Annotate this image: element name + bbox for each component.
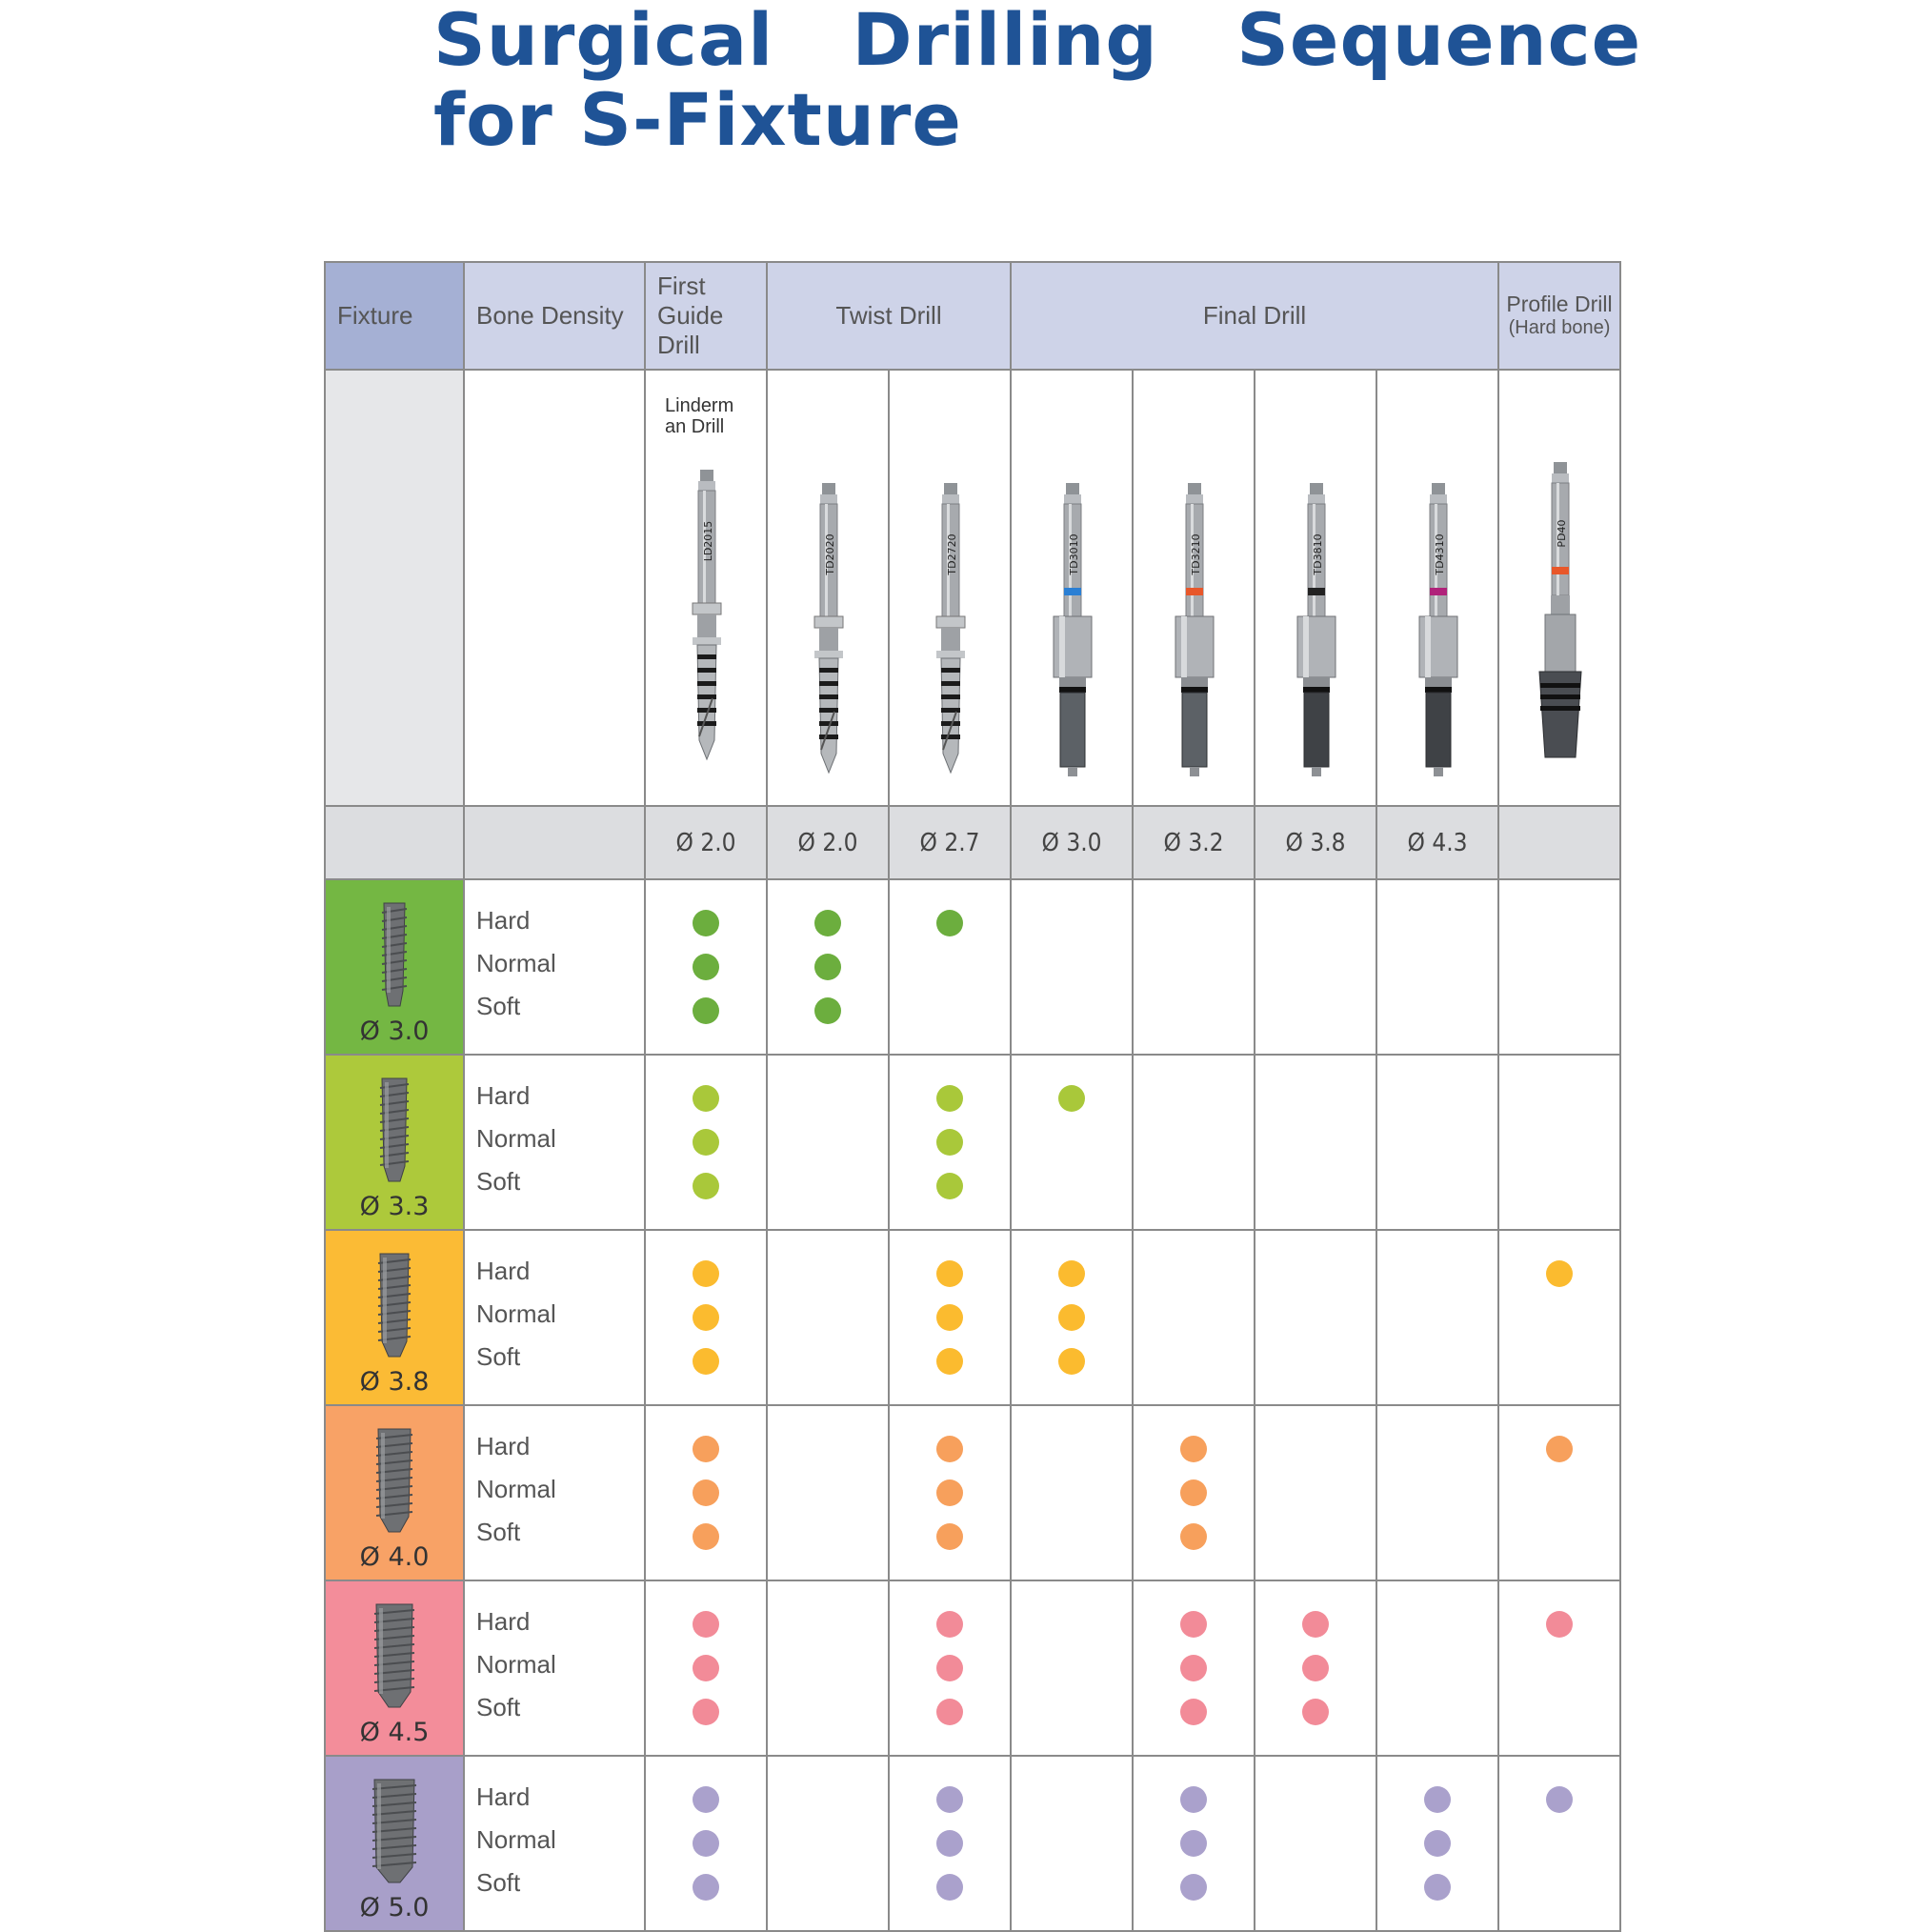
diameter-row-blank [325,806,464,879]
drill-required-dot [693,1304,719,1331]
drill-required-dot [1424,1830,1451,1857]
bone-density-label: Normal [476,1475,556,1503]
bone-density-label: Hard [476,1432,531,1460]
fixture-row [325,1230,1620,1405]
drill-step-cell [889,1230,1011,1405]
drill-step-cell [1133,879,1255,1055]
drill-required-dot [693,1129,719,1156]
drill-step-cell [1255,1405,1376,1580]
drill-required-dot [1546,1436,1573,1462]
title-line-1: Surgical Drilling Sequence [433,0,1642,82]
svg-text:TD3210: TD3210 [1190,533,1202,575]
drill-required-dot [693,910,719,936]
drill-required-dot [693,997,719,1024]
header-profile-sub: (Hard bone) [1508,316,1611,338]
drill-required-dot [693,1611,719,1638]
bone-density-label: Normal [476,1825,556,1854]
fixture-diameter-label: Ø 5.0 [359,1893,430,1922]
svg-text:TD2020: TD2020 [824,533,836,575]
fixture-diameter-label: Ø 3.3 [359,1192,430,1221]
drill-step-cell [1376,1756,1498,1931]
drill-required-dot [936,1479,963,1506]
drill-step-cell [1376,879,1498,1055]
drill-required-dot [1180,1479,1207,1506]
svg-text:PD40: PD40 [1556,519,1568,548]
drill-required-dot [1058,1085,1085,1112]
drill-step-cell [1376,1405,1498,1580]
implant-fixture-icon [366,1425,423,1540]
drill-step-cell [645,1230,767,1405]
drill-required-dot [1180,1830,1207,1857]
drill-required-dot [936,1436,963,1462]
fixture-diameter-label: Ø 3.8 [359,1367,430,1397]
drill-required-dot [1180,1523,1207,1550]
drill-step-cell [1133,1230,1255,1405]
drill-diameter-row [325,806,1620,879]
bone-density-cell [464,1580,645,1756]
drill-required-dot [936,1611,963,1638]
drill-step-cell [1011,1405,1133,1580]
drill-illustration-icon [1499,371,1621,805]
drill-image-cell [1133,370,1255,806]
header-fixture: Fixture [325,262,464,370]
drill-required-dot [936,1304,963,1331]
drill-step-cell [1255,1756,1376,1931]
drill-required-dot [693,954,719,980]
drill-step-cell [1255,879,1376,1055]
bone-density-label: Hard [476,1782,531,1811]
drill-step-cell [1376,1580,1498,1756]
fixture-row [325,1405,1620,1580]
svg-text:TD3010: TD3010 [1068,533,1080,575]
drill-required-dot [936,1786,963,1813]
implant-fixture-icon [366,1250,423,1364]
diameter-row-blank-density [464,806,645,879]
bone-density-label: Normal [476,949,556,977]
drill-diameter-cell [1498,806,1620,879]
drill-required-dot [693,1523,719,1550]
fixture-cell [325,1580,464,1756]
drill-diameter-cell: Ø 3.0 [1011,806,1133,879]
fixture-diameter-label: Ø 3.0 [359,1016,430,1046]
drill-step-cell [1011,1230,1133,1405]
drill-step-cell [1011,1756,1133,1931]
drill-step-cell [1255,1055,1376,1230]
bone-density-label: Soft [476,1868,521,1897]
bone-density-label: Hard [476,1607,531,1636]
drill-required-dot [1424,1874,1451,1901]
drill-required-dot [693,1874,719,1901]
header-twist-drill: Twist Drill [767,262,1011,370]
drill-required-dot [1058,1260,1085,1287]
drill-step-cell [1133,1580,1255,1756]
bone-density-label: Normal [476,1124,556,1153]
drill-required-dot [936,1173,963,1199]
fixture-cell [325,1055,464,1230]
drill-step-cell [767,1405,889,1580]
drill-required-dot [936,1129,963,1156]
drill-required-dot [1546,1786,1573,1813]
drill-required-dot [693,1699,719,1725]
drill-image-cell [1011,370,1133,806]
drill-step-cell [1498,1055,1620,1230]
drill-step-cell [1011,879,1133,1055]
drill-diameter-cell: Ø 3.8 [1255,806,1376,879]
drill-step-cell [1376,1055,1498,1230]
header-bone-density: Bone Density [464,262,645,370]
drill-image-cell [1376,370,1498,806]
drill-step-cell [767,1580,889,1756]
drill-required-dot [1302,1655,1329,1681]
implant-fixture-icon [366,1600,423,1715]
svg-text:LD2015: LD2015 [702,520,714,562]
fixture-diameter-label: Ø 4.5 [359,1718,430,1747]
bone-density-label: Normal [476,1299,556,1328]
drill-required-dot [693,1173,719,1199]
drill-step-cell [645,1580,767,1756]
fixture-row [325,1756,1620,1931]
drill-image-cell [645,370,767,806]
drill-required-dot [693,1786,719,1813]
header-row [325,262,1620,370]
fixture-row [325,879,1620,1055]
drill-required-dot [1302,1611,1329,1638]
lindermann-drill-note: Linderm an Drill [665,395,734,437]
bone-density-cell [464,879,645,1055]
bone-density-label: Hard [476,906,531,935]
drill-step-cell [1498,1405,1620,1580]
bone-density-cell [464,1230,645,1405]
bone-density-cell [464,1405,645,1580]
drill-step-cell [767,1756,889,1931]
drill-required-dot [1424,1786,1451,1813]
drill-illustration-icon [646,371,768,805]
drill-step-cell [1133,1756,1255,1931]
drill-diameter-cell: Ø 2.7 [889,806,1011,879]
implant-fixture-icon [366,1776,423,1890]
drill-image-row [325,370,1620,806]
drill-illustration-icon [890,371,1012,805]
drill-diameter-cell: Ø 4.3 [1376,806,1498,879]
drill-step-cell [1255,1230,1376,1405]
drill-required-dot [1546,1611,1573,1638]
drill-illustration-icon [1377,371,1499,805]
implant-fixture-icon [366,1075,423,1189]
drill-step-cell [1498,1580,1620,1756]
drill-required-dot [693,1348,719,1375]
fixture-cell [325,1756,464,1931]
fixture-cell [325,1405,464,1580]
drill-step-cell [889,1405,1011,1580]
drill-diameter-cell: Ø 2.0 [645,806,767,879]
drill-step-cell [1498,1230,1620,1405]
drill-required-dot [936,1260,963,1287]
drill-image-cell [767,370,889,806]
svg-text:TD3810: TD3810 [1312,533,1324,575]
bone-density-label: Soft [476,1518,521,1546]
drill-required-dot [693,1436,719,1462]
drill-step-cell [889,1756,1011,1931]
bone-density-label: Soft [476,1693,521,1721]
drill-required-dot [1058,1304,1085,1331]
bone-density-cell [464,1055,645,1230]
drill-illustration-icon [1255,371,1377,805]
drill-required-dot [936,910,963,936]
drill-required-dot [693,1655,719,1681]
drill-required-dot [693,1085,719,1112]
bone-density-label: Soft [476,1167,521,1196]
bone-density-label: Normal [476,1650,556,1679]
drill-step-cell [1011,1580,1133,1756]
drill-illustration-icon [1012,371,1134,805]
drill-step-cell [889,1055,1011,1230]
drill-required-dot [936,1523,963,1550]
drill-step-cell [889,879,1011,1055]
drill-required-dot [1180,1699,1207,1725]
drill-step-cell [889,1580,1011,1756]
drill-required-dot [693,1260,719,1287]
drill-required-dot [936,1830,963,1857]
drill-required-dot [1180,1436,1207,1462]
bone-density-cell [464,1756,645,1931]
header-final-drill: Final Drill [1011,262,1498,370]
drill-required-dot [693,1830,719,1857]
drill-diameter-cell: Ø 3.2 [1133,806,1255,879]
drilling-sequence-table [324,261,1621,1932]
drill-step-cell [645,879,767,1055]
drill-required-dot [1180,1786,1207,1813]
drill-required-dot [693,1479,719,1506]
drill-step-cell [767,1055,889,1230]
drill-required-dot [1180,1655,1207,1681]
drill-required-dot [814,954,841,980]
implant-fixture-icon [366,899,423,1014]
drill-step-cell [645,1405,767,1580]
drill-required-dot [936,1655,963,1681]
svg-text:TD4310: TD4310 [1434,533,1446,575]
drill-image-cell [889,370,1011,806]
header-first-guide-drill: First Guide Drill [645,262,767,370]
drill-required-dot [1180,1874,1207,1901]
fixture-row [325,1055,1620,1230]
drill-diameter-cell: Ø 2.0 [767,806,889,879]
drill-required-dot [1546,1260,1573,1287]
drill-illustration-icon [1134,371,1255,805]
drill-step-cell [1133,1055,1255,1230]
drill-step-cell [645,1756,767,1931]
drill-required-dot [1180,1611,1207,1638]
drill-step-cell [1011,1055,1133,1230]
bone-density-label: Soft [476,1342,521,1371]
fixture-cell [325,1230,464,1405]
drill-required-dot [936,1699,963,1725]
bone-density-label: Soft [476,992,521,1020]
page-title [433,0,1641,160]
fixture-cell [325,879,464,1055]
drill-required-dot [936,1348,963,1375]
drill-step-cell [767,879,889,1055]
drill-step-cell [1376,1230,1498,1405]
drill-step-cell [1498,879,1620,1055]
drill-required-dot [1058,1348,1085,1375]
drill-step-cell [645,1055,767,1230]
drill-image-cell [1255,370,1376,806]
drill-required-dot [1302,1699,1329,1725]
drill-image-cell [1498,370,1620,806]
drill-required-dot [814,997,841,1024]
drill-step-cell [1498,1756,1620,1931]
drill-required-dot [936,1874,963,1901]
bone-density-label: Hard [476,1257,531,1285]
drill-step-cell [1255,1580,1376,1756]
drill-step-cell [767,1230,889,1405]
drill-illustration-icon [768,371,890,805]
svg-text:TD2720: TD2720 [946,533,958,575]
header-profile-label: Profile Drill [1506,291,1613,316]
drill-required-dot [936,1085,963,1112]
image-row-blank-density [464,370,645,806]
drill-required-dot [814,910,841,936]
fixture-diameter-label: Ø 4.0 [359,1542,430,1572]
header-profile-drill [1498,262,1620,370]
drill-step-cell [1133,1405,1255,1580]
bone-density-label: Hard [476,1081,531,1110]
fixture-row [325,1580,1620,1756]
image-row-blank [325,370,464,806]
title-line-2: for S-Fixture [433,77,962,162]
